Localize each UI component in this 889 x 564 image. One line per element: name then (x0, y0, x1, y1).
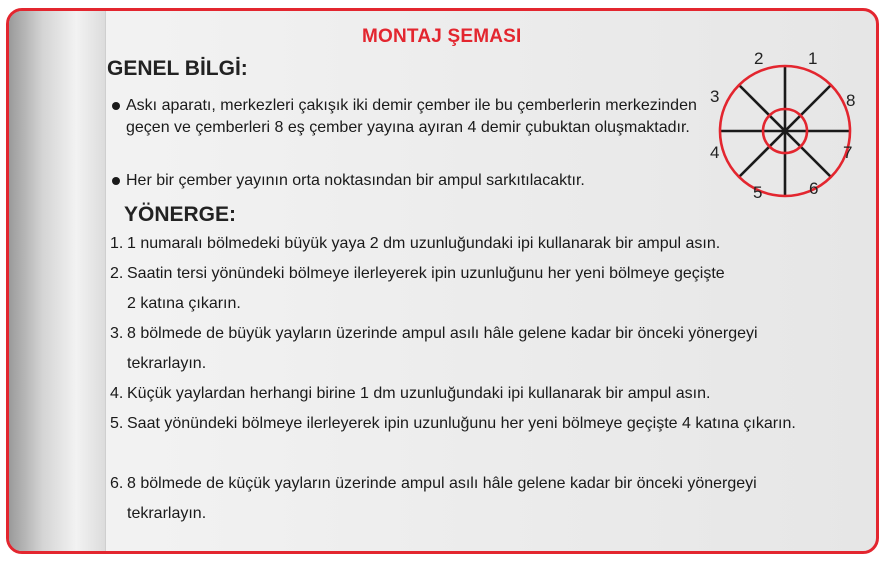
sector-label-7: 7 (843, 143, 853, 162)
instruction-item (110, 229, 870, 259)
sector-label-3: 3 (710, 87, 720, 106)
sector-label-2: 2 (754, 49, 764, 68)
instruction-number: 4. (110, 385, 124, 402)
instruction-text: 1 numaralı bölmedeki büyük yaya 2 dm uzunluğundaki ipi kullanarak bir ampul asın. (127, 235, 721, 252)
sector-label-4: 4 (710, 143, 720, 162)
instruction-text: Saat yönündeki bölmeye ilerleyerek ipin uzunluğunu her yeni bölmeye geçişte 4 katına çıkarın. (127, 415, 796, 432)
bullet-text: Askı aparatı, merkezleri çakışık iki demir çember ile bu çemberlerin merkezinden geçen ve çemberleri 8 eş çember yayına ayıran 4 demir çubuktan oluşmaktadır. (126, 97, 697, 136)
general-info-heading: GENEL BİLGİ: (107, 57, 248, 80)
instruction-item (110, 259, 870, 319)
general-info-bullet (112, 95, 702, 139)
instruction-number: 6. (110, 475, 124, 492)
instruction-text: Saatin tersi yönündeki bölmeye ilerleyerek ipin uzunluğunu her yeni bölmeye geçişte 2 katına çıkarın. (127, 265, 725, 312)
instruction-number: 2. (110, 265, 124, 282)
instruction-item (110, 409, 870, 439)
instruction-item (110, 379, 870, 409)
bullet-dot-icon (112, 177, 120, 185)
sector-label-1: 1 (808, 49, 818, 68)
instruction-item (110, 319, 870, 379)
instruction-item (110, 469, 870, 529)
instruction-number: 3. (110, 325, 124, 342)
sector-label-5: 5 (753, 183, 763, 202)
instruction-number: 5. (110, 415, 124, 432)
page-curl-decoration (9, 11, 106, 551)
sector-label-8: 8 (846, 91, 856, 110)
instruction-text: Küçük yaylardan herhangi birine 1 dm uzunluğundaki ipi kullanarak bir ampul asın. (127, 385, 711, 402)
bullet-dot-icon (112, 102, 120, 110)
bullet-text: Her bir çember yayının orta noktasından bir ampul sarkıtılacaktır. (126, 172, 585, 189)
sector-label-6: 6 (809, 179, 819, 198)
instructions-heading: YÖNERGE: (124, 203, 237, 226)
instruction-text: 8 bölmede de büyük yayların üzerinde ampul asılı hâle gelene kadar bir önceki yönergeyi tekrarlayın. (127, 325, 758, 372)
mounting-diagram (710, 42, 860, 207)
page-title: MONTAJ ŞEMASI (362, 26, 522, 47)
instruction-text: 8 bölmede de küçük yayların üzerinde ampul asılı hâle gelene kadar bir önceki yönergeyi tekrarlayın. (127, 475, 757, 522)
general-info-bullet (112, 170, 702, 192)
instruction-number: 1. (110, 235, 124, 252)
